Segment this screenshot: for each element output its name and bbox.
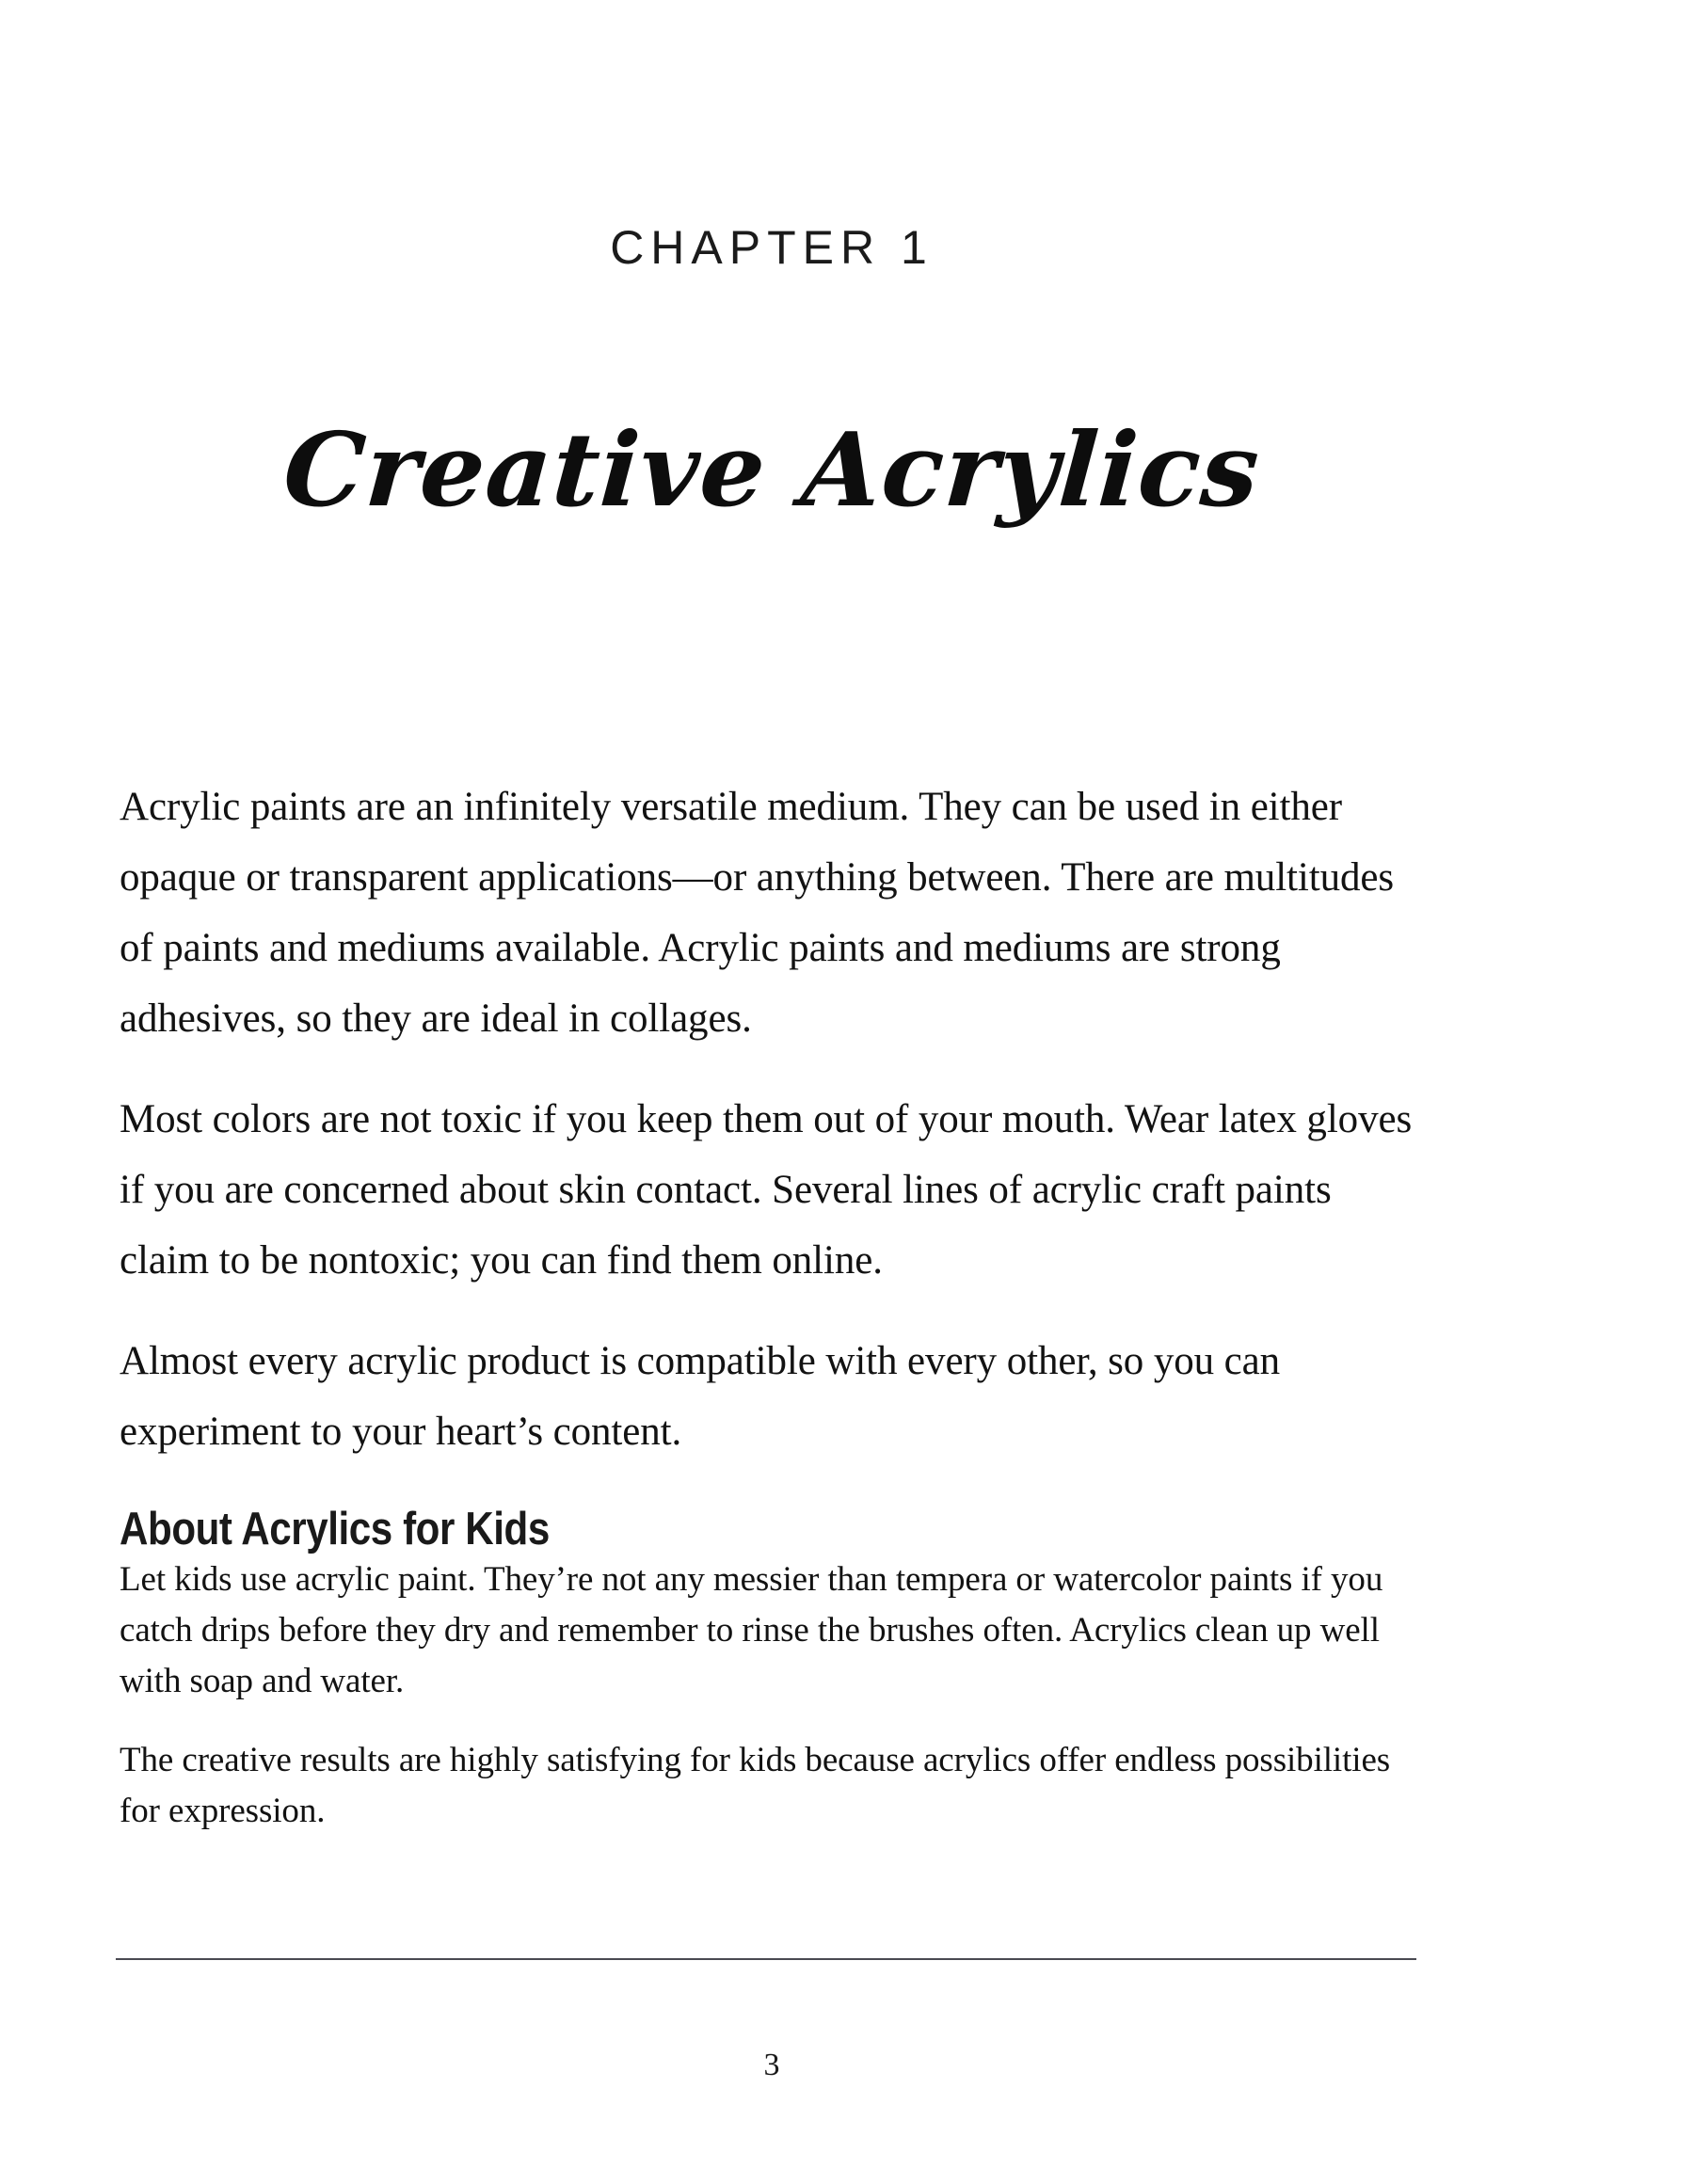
intro-paragraph: Acrylic paints are an infinitely versatile medium. They can be used in either opaque or transparent applications—or anything between. There are multitudes of paints and mediums available. Acrylic paints and mediums are strong adhesives, so they are ideal in collages. [120,785,1395,1041]
chapter-label: CHAPTER 1 [610,221,934,274]
section-text-column [120,1554,1416,1837]
footer-divider [116,1958,1416,1960]
page-number: 3 [763,2048,780,2082]
section-heading-about-acrylics-for-kids: About Acrylics for Kids [120,1503,550,1554]
intro-text-column [120,772,1416,1467]
section-paragraph: The creative results are highly satisfying for kids because acrylics offer endless possibilities for expression. [120,1741,1391,1830]
page-title: Creative Acrylics [280,411,1264,531]
intro-paragraph: Almost every acrylic product is compatible with every other, so you can experiment to your heart’s content. [120,1339,1281,1454]
section-paragraph: Let kids use acrylic paint. They’re not any messier than tempera or watercolor paints if you catch drips before they dry and remember to rinse the brushes often. Acrylics clean up well with soap and water. [120,1560,1383,1700]
intro-paragraph: Most colors are not toxic if you keep them out of your mouth. Wear latex gloves if you are concerned about skin contact. Several lines of acrylic craft paints claim to be nontoxic; you can find them online. [120,1097,1413,1283]
